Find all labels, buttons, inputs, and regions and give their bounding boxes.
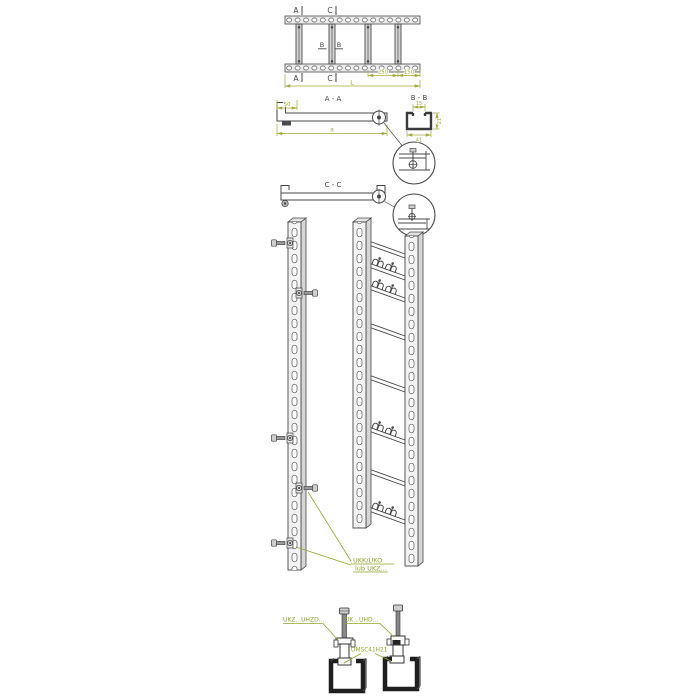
- section-aa-label: A - A: [324, 95, 342, 103]
- hanger-foot-right: [390, 656, 404, 663]
- hanger-foot: [338, 658, 351, 665]
- wall-rail-side-face: [301, 218, 306, 570]
- label-ukz-uhzd: UKZ...UHZD...: [283, 616, 325, 624]
- ladder-left-rail-perforation: [353, 222, 366, 528]
- dim-width-41: 41: [415, 137, 423, 144]
- wall-bolt-1: [272, 238, 294, 248]
- label-omsc41h21: OMSC41H21: [351, 647, 388, 654]
- ladder: [353, 218, 423, 566]
- dim-height-21: 21: [437, 117, 443, 125]
- dim-50: 50: [283, 102, 291, 108]
- plan-rungs: [296, 24, 401, 64]
- ladder-rungs: [366, 240, 405, 524]
- rung-end-clamp: [282, 121, 291, 126]
- dim-length: L: [350, 78, 354, 87]
- leader-right-label: [345, 624, 394, 638]
- note-line-1: UKK/UKO: [353, 556, 383, 565]
- bolt-shaft-right: [396, 610, 400, 636]
- leader-left-label: [283, 624, 338, 641]
- plan-view: [285, 6, 420, 88]
- hanger-neck-right: [393, 645, 403, 656]
- wall-bolt-3: [272, 433, 294, 443]
- section-bb-label: B - B: [410, 94, 428, 102]
- rung-fasteners: [298, 26, 400, 63]
- section-mark-c-top: C: [327, 6, 333, 15]
- note-line-2: lub UKZ...: [355, 564, 387, 573]
- plan-top-rail-perforation: [285, 16, 420, 24]
- detail-hanger-right: [385, 605, 420, 689]
- section-cc: [281, 181, 400, 210]
- section-mark-b-right: B: [336, 41, 342, 49]
- wall-bolt-5: [272, 538, 294, 548]
- wall-bolt-4: [296, 483, 318, 493]
- left-hook: [281, 186, 289, 194]
- strut-channel-profile: [407, 113, 431, 129]
- dim-150: 150: [403, 69, 415, 76]
- bolt-hex-head-right: [394, 605, 403, 611]
- section-mark-c-bottom: C: [327, 74, 333, 83]
- rung-profile-cc: [281, 193, 385, 200]
- ladder-right-rail-perforation: [405, 236, 418, 566]
- hanger-body: [336, 638, 353, 644]
- detail-circle-cc: [393, 194, 435, 236]
- wall-rail: [272, 218, 318, 570]
- section-aa: [277, 95, 404, 148]
- rung-profile: [277, 103, 387, 122]
- section-cc-label: C - C: [324, 181, 342, 189]
- section-mark-a-top: A: [293, 6, 299, 15]
- detail-bolt-head-cc: [409, 205, 415, 209]
- wall-rail-perforation: [288, 222, 301, 570]
- section-mark-b-left: B: [319, 41, 325, 49]
- label-uk-uhd: UK...UHD...: [345, 616, 379, 624]
- dim-slot-15: 15: [415, 101, 423, 107]
- wall-bolt-2: [296, 288, 318, 298]
- section-bb: [407, 94, 443, 144]
- hanger-neck: [340, 644, 349, 658]
- dim-250: 250: [377, 69, 389, 76]
- dim-a: a: [330, 126, 334, 134]
- plan-bottom-rail-perforation: [285, 64, 420, 72]
- ladder-right-rail-side: [418, 232, 423, 566]
- detail-circle-aa: [393, 142, 435, 184]
- ladder-left-rail-side: [366, 218, 371, 528]
- detail-bolt-head: [410, 149, 416, 153]
- section-mark-a-bottom: A: [293, 74, 299, 83]
